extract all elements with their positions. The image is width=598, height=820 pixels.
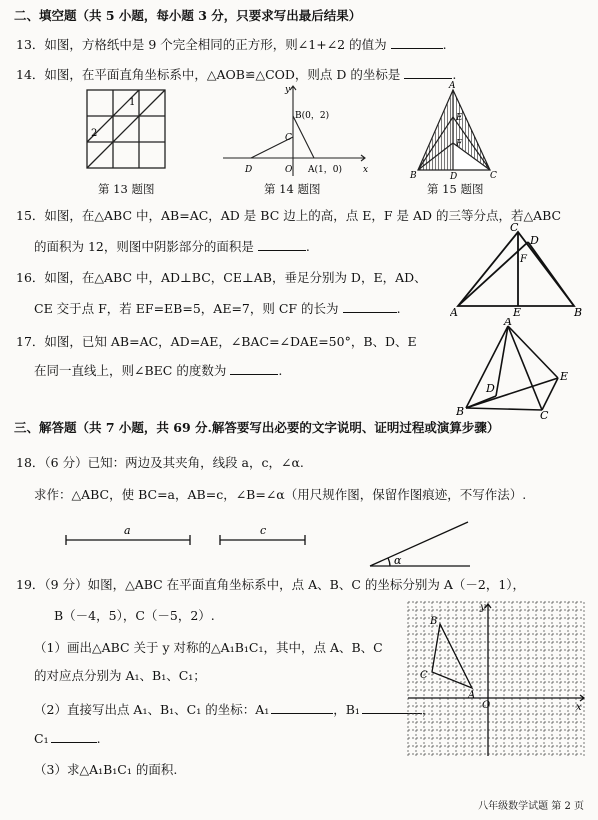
q14-text: 14．如图，在平面直角坐标系中，△AOB≌△COD，则点 D 的坐标是 (16, 67, 401, 82)
fig14-caption: 第 14 题图 (264, 182, 321, 196)
figure-18-segments (60, 520, 480, 570)
fig19-point-c: C (420, 670, 428, 681)
question-19-part2b: C₁ . (34, 731, 101, 746)
fig14-x-label: x (363, 165, 369, 175)
q19-a1-blank[interactable] (271, 701, 333, 714)
fig16-point-e: E (513, 306, 522, 317)
fig13-angle-2: 2 (91, 128, 98, 139)
segment-c-label: c (260, 524, 267, 537)
fig15-caption: 第 15 题图 (427, 182, 484, 196)
question-15-line2: 的面积为 12，则图中阴影部分的面积是 . (34, 239, 310, 254)
q14-answer-blank[interactable] (404, 66, 452, 79)
question-15-line1: 15．如图，在△ABC 中，AB=AC，AD 是 BC 边上的高，点 E，F 是 AD 的三等分点，若△ABC (16, 208, 562, 223)
fig17-point-c: C (540, 409, 549, 420)
fig16-point-f: F (520, 254, 527, 265)
q19-c1-blank[interactable] (51, 730, 97, 743)
fig15-point-a: A (449, 81, 456, 91)
question-19-line1: 19．（9 分）如图，△ABC 在平面直角坐标系中，点 A、B、C 的坐标分别为 A（－2，1）， (16, 577, 526, 592)
question-18-line1: 18．（6 分）已知：两边及其夹角，线段 a，c，∠α. (16, 455, 304, 470)
question-19-line2: B（－4，5），C（－5，2）. (54, 608, 215, 623)
fig14-point-a: A(1，0) (308, 165, 342, 175)
question-17-line2: 在同一直线上，则∠BEC 的度数为 . (34, 363, 283, 378)
fig19-point-a: A (468, 690, 476, 701)
fig19-point-b: B (430, 616, 438, 627)
fig13-caption: 第 13 题图 (98, 182, 155, 196)
q13-text: 13．如图，方格纸中是 9 个完全相同的正方形，则∠1+∠2 的值为 (16, 37, 387, 52)
fig17-point-e: E (560, 370, 569, 383)
section-2-header: 二、填空题（共 5 小题，每小题 3 分，只要求写出最后结果） (14, 8, 362, 23)
q13-answer-blank[interactable] (391, 36, 443, 49)
fig15-point-f: F (456, 139, 463, 149)
figure-16-triangle (450, 222, 585, 317)
q17-answer-blank[interactable] (230, 362, 278, 375)
question-13 (16, 36, 447, 53)
figure-15-triangle (408, 80, 498, 180)
figure-19-grid (404, 600, 590, 758)
fig19-origin: O (482, 700, 491, 711)
fig17-point-a: A (504, 318, 512, 328)
question-19-part1a: （1）画出△ABC 关于 y 对称的△A₁B₁C₁，其中，点 A、B、C (34, 640, 383, 655)
question-16-line2: CE 交于点 F，若 EF=EB=5，AE=7，则 CF 的长为 . (34, 301, 401, 316)
fig15-point-d: D (450, 172, 458, 180)
fig16-point-c: C (510, 222, 519, 234)
fig14-point-b: B(0，2) (295, 111, 330, 121)
question-17-line1: 17．如图，已知 AB=AC，AD=AE，∠BAC=∠DAE=50°，B、D、E (16, 334, 417, 349)
fig19-x-label: x (576, 702, 582, 713)
question-19-part3: （3）求△A₁B₁C₁ 的面积. (34, 762, 178, 777)
q14-end: . (452, 67, 457, 82)
fig16-point-b: B (574, 306, 583, 317)
q15-answer-blank[interactable] (258, 238, 306, 251)
fig14-point-d: D (245, 165, 253, 175)
fig17-point-b: B (456, 405, 465, 418)
section-3-header: 三、解答题（共 7 小题，共 69 分.解答要写出必要的文字说明、证明过程或演算步骤） (14, 420, 500, 435)
figure-13-grid (85, 88, 167, 172)
question-16-line1: 16．如图，在△ABC 中，AD⊥BC，CE⊥AB，垂足分别为 D，E，AD、 (16, 270, 427, 285)
q13-end: . (442, 37, 447, 52)
question-19-part2a: （2）直接写出点 A₁、B₁、C₁ 的坐标：A₁ ，B₁ ， (34, 702, 435, 717)
fig16-point-a: A (450, 306, 458, 317)
fig17-point-d: D (486, 382, 495, 395)
q16-answer-blank[interactable] (343, 300, 397, 313)
figure-14-coordinate (215, 80, 370, 178)
figure-17-triangles (456, 318, 581, 420)
fig15-point-e: E (456, 113, 463, 123)
fig14-point-c: C (285, 133, 292, 143)
fig14-y-label: y (285, 85, 291, 95)
fig14-origin: O (285, 165, 293, 175)
page-footer: 八年级数学试题 第 2 页 (478, 801, 584, 812)
fig19-y-label: y (480, 602, 486, 613)
fig15-point-b: B (410, 171, 417, 180)
fig13-angle-1: 1 (129, 97, 136, 108)
fig16-point-d: D (530, 234, 539, 247)
fig15-point-c: C (490, 171, 497, 180)
angle-alpha-label: α (394, 554, 402, 567)
question-19-part1b: 的对应点分别为 A₁、B₁、C₁； (34, 668, 206, 683)
question-18-line2: 求作：△ABC，使 BC=a，AB=c，∠B=∠α（用尺规作图，保留作图痕迹，不写作法）. (34, 487, 527, 502)
segment-a-label: a (124, 524, 131, 537)
